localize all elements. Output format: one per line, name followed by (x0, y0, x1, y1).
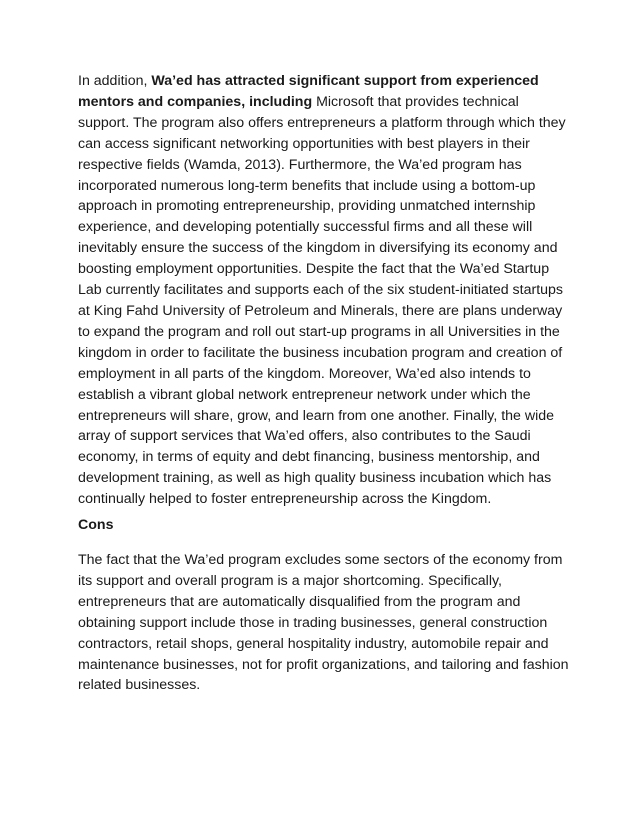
paragraph-cons: The fact that the Wa’ed program excludes some sectors of the economy from its support and overall program is a major shortcoming. Specifically, entrepreneurs that are automatically disqualified from the program and obtaining support include those in trading businesses, general construction contractors, retail shops, general hospitality industry, automobile repair and maintenance businesses, not for profit organizations, and tailoring and fashion related businesses. (78, 552, 569, 694)
section-heading-cons: Cons (78, 517, 114, 534)
paragraph-intro-text: In addition, (78, 73, 152, 89)
bold-highlight-text: Wa’ed has attracted significant support from experienced mentors and companies, including (78, 73, 539, 110)
paragraph-advantages (78, 71, 570, 510)
document-body (78, 71, 570, 696)
paragraph-body-text: Microsoft that provides technical support. The program also offers entrepreneurs a platform through which they can access significant networking opportunities with best players in their respective fields (Wamda, 2013). Furthermore, the Wa’ed program has incorporated numerous long-term benefits that include using a bottom-up approach in promoting entrepreneurship, providing unmatched internship experience, and developing potentially successful firms and all these will inevitably ensure the success of the kingdom in diversifying its economy and boosting employment opportunities. Despite the fact that the Wa’ed Startup Lab currently facilitates and supports each of the six student-initiated startups at King Fahd University of Petroleum and Minerals, there are plans underway to expand the program and roll out start-up programs in all Universities in the kingdom in order to facilitate the business incubation program and creation of employment in all parts of the kingdom. Moreover, Wa’ed also intends to establish a vibrant global network entrepreneur network under which the entrepreneurs will share, grow, and learn from one another. Finally, the wide array of support services that Wa’ed offers, also contributes to the Saudi economy, in terms of equity and debt financing, business mentorship, and development training, as well as high quality business incubation which has continually helped to foster entrepreneurship across the Kingdom. (78, 93, 566, 508)
